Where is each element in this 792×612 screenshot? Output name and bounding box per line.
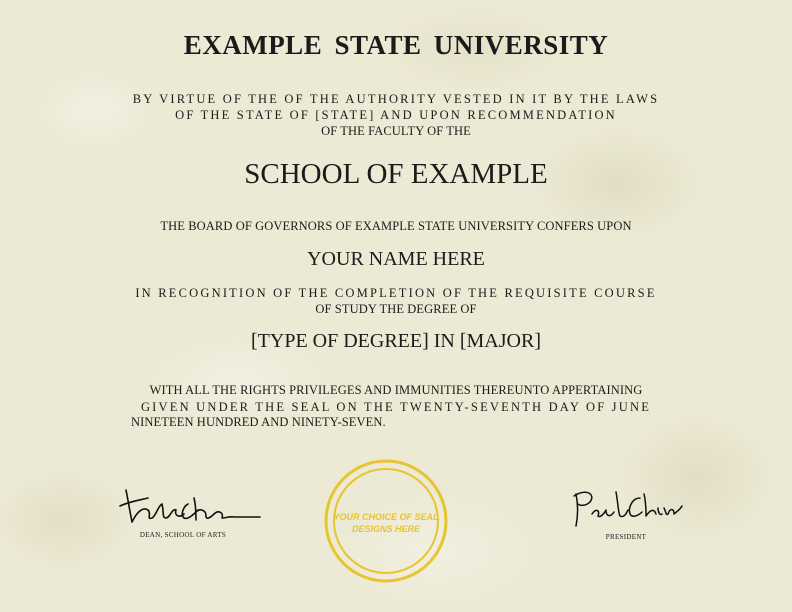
rights-line-3: NINETEEN HUNDRED AND NINETY-SEVEN. <box>131 415 386 429</box>
recognition-line-2: OF STUDY THE DEGREE OF <box>315 302 477 316</box>
president-label: PRESIDENT <box>605 533 647 541</box>
authority-line-2: OF THE STATE OF [STATE] AND UPON RECOMMENDATION <box>175 108 617 122</box>
seal-text-line-1: YOUR CHOICE OF SEAL <box>333 512 439 522</box>
recipient-name: YOUR NAME HERE <box>307 248 485 270</box>
degree-title: [TYPE OF DEGREE] IN [MAJOR] <box>251 330 541 352</box>
board-line: THE BOARD OF GOVERNORS OF EXAMPLE STATE UNIVERSITY CONFERS UPON <box>160 219 632 233</box>
seal-text-line-2: DESIGNS HERE <box>351 524 420 534</box>
rights-line-1: WITH ALL THE RIGHTS PRIVILEGES AND IMMUNITIES THEREUNTO APPERTAINING <box>149 383 643 397</box>
school-name: SCHOOL OF EXAMPLE <box>244 158 548 190</box>
authority-line-3: OF THE FACULTY OF THE <box>321 124 471 138</box>
president-signature <box>566 484 690 530</box>
university-title: EXAMPLE STATE UNIVERSITY <box>183 30 609 60</box>
dean-label: DEAN, SCHOOL OF ARTS <box>139 531 227 539</box>
authority-line-1: BY VIRTUE OF THE OF THE AUTHORITY VESTED IN IT BY THE LAWS <box>132 92 660 106</box>
rights-line-2: GIVEN UNDER THE SEAL ON THE TWENTY-SEVENTH DAY OF JUNE <box>140 400 652 414</box>
dean-signature <box>118 484 268 530</box>
recognition-line-1: IN RECOGNITION OF THE COMPLETION OF THE REQUISITE COURSE <box>135 286 657 300</box>
